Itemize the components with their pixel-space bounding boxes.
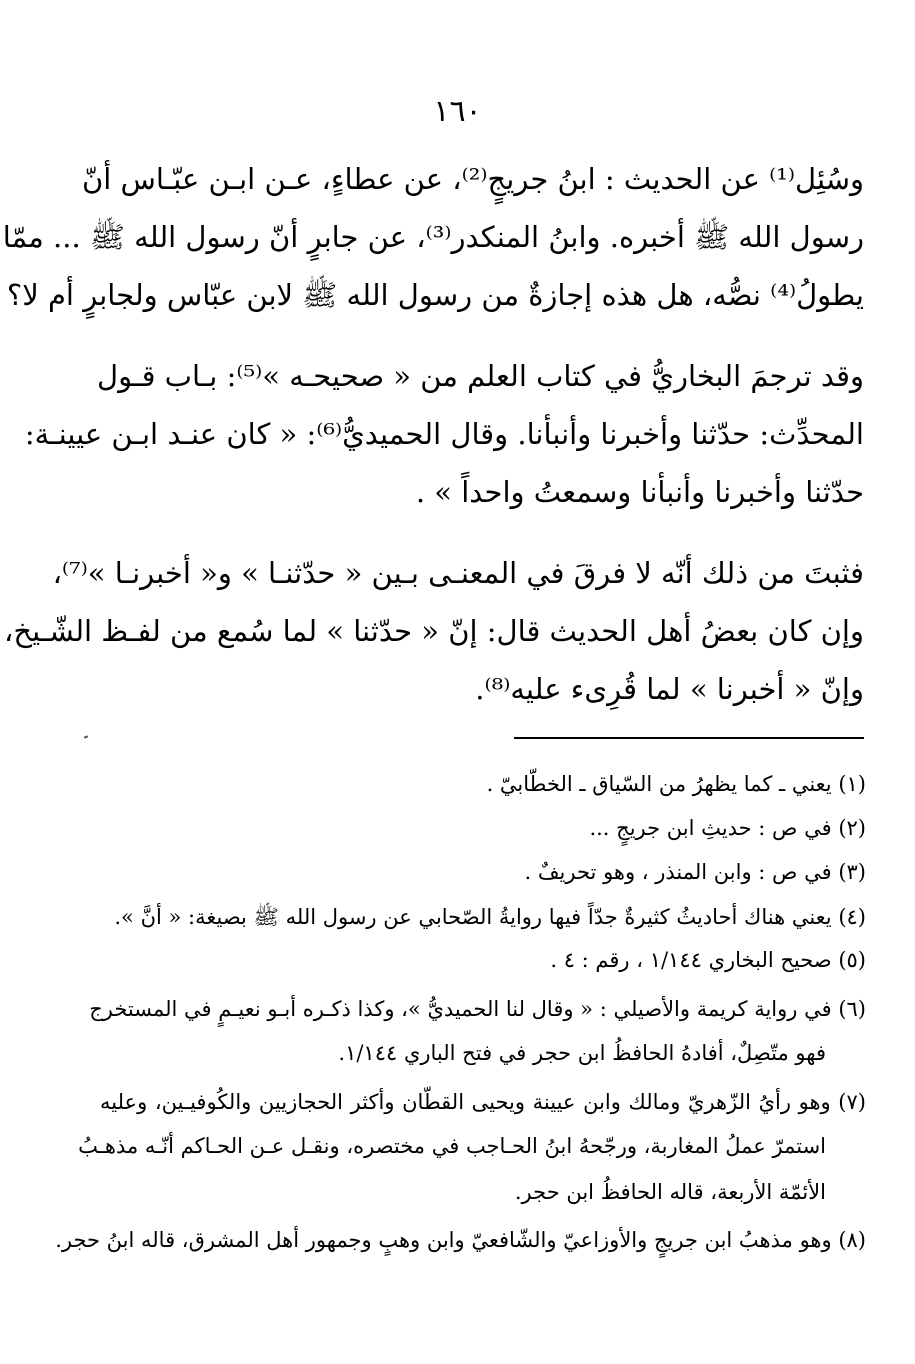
text-line: فثبتَ من ذلك أنّه لا فرقَ في المعنـى بـين « حدّثنـا » و« أخبرنـا »⁽⁷⁾،: [52, 556, 864, 590]
text-line: وإنّ « أخبرنا » لما قُرِىء عليه⁽⁸⁾.: [475, 672, 864, 706]
footnote-8: (٨) وهو مذهبُ ابن جريجٍ والأوزاعيّ والشّافعيّ وابن وهبٍ وجمهور أهل المشرق، قاله ابنُ حجر.: [55, 1228, 866, 1252]
footnote-7-continuation: الأئمّة الأربعة، قاله الحافظُ ابن حجر.: [514, 1180, 826, 1204]
text-line: رسول الله ﷺ أخبره. وابنُ المنكدر⁽³⁾، عن جابرٍ أنّ رسول الله ﷺ ... ممّا: [2, 220, 864, 254]
footnote-7-continuation: استمرّ عملُ المغاربة، ورجّحهُ ابنُ الحـاجب في مختصره، ونقـل عـن الحـاكم أنّـه مذهـبُ: [78, 1134, 826, 1158]
text-line: وسُئِل⁽¹⁾ عن الحديث : ابنُ جريجٍ⁽²⁾، عن عطاءٍ، عـن ابـن عبّـاس أنّ: [81, 162, 864, 196]
paragraph-3: [4, 544, 864, 718]
footnote-3: (٣) في ص : وابن المنذر ، وهو تحريفٌ .: [524, 860, 866, 884]
footnote-4: (٤) يعني هناك أحاديثُ كثيرةٌ جدّاً فيها روايةُ الصّحابي عن رسول الله ﷺ بصيغة: « أنَّ ».: [114, 905, 866, 929]
text-line: يطولُ⁽⁴⁾ نصُّه، هل هذه إجازةٌ من رسول الله ﷺ لابن عبّاس ولجابرٍ أم لا؟: [6, 278, 864, 312]
paragraph-2: [24, 347, 864, 521]
footnote-divider: [514, 737, 864, 739]
paragraph-1: [2, 150, 864, 324]
footnote-7: (٧) وهو رأيُ الزّهريّ ومالك وابن عيينة ويحيى القطّان وأكثر الحجازيين والكُوفيـين، وعليه: [100, 1090, 866, 1114]
text-line: وإن كان بعضُ أهل الحديث قال: إنّ « حدّثنا » لما سُمع من لفـظ الشّـيخ،: [4, 614, 864, 648]
footnote-6-continuation: فهو متّصِلٌ، أفادهُ الحافظُ ابن حجر في فتح الباري ١/١٤٤.: [338, 1041, 826, 1065]
text-line: حدّثنا وأخبرنا وأنبأنا وسمعتُ واحداً » .: [415, 475, 864, 509]
text-line: المحدِّث: حدّثنا وأخبرنا وأنبأنا. وقال الحميديُّ⁽⁶⁾: « كان عنـد ابـن عيينـة:: [24, 417, 864, 451]
footnote-1: (١) يعني ـ كما يظهرُ من السّياق ـ الخطّابيّ .: [486, 772, 866, 796]
stray-mark: [84, 735, 88, 738]
footnote-6: (٦) في رواية كريمة والأصيلي : « وقال لنا الحميديُّ »، وكذا ذكـره أبـو نعيـمٍ في المستخرج: [89, 997, 866, 1021]
page-number: ١٦٠: [433, 94, 482, 129]
text-line: وقد ترجمَ البخاريُّ في كتاب العلم من « صحيحـه »⁽⁵⁾: بـاب قـول: [97, 359, 864, 393]
footnote-5: (٥) صحيح البخاري ١/١٤٤ ، رقم : ٤ .: [550, 948, 866, 972]
footnote-2: (٢) في ص : حديثِ ابن جريجٍ ...: [589, 816, 866, 840]
